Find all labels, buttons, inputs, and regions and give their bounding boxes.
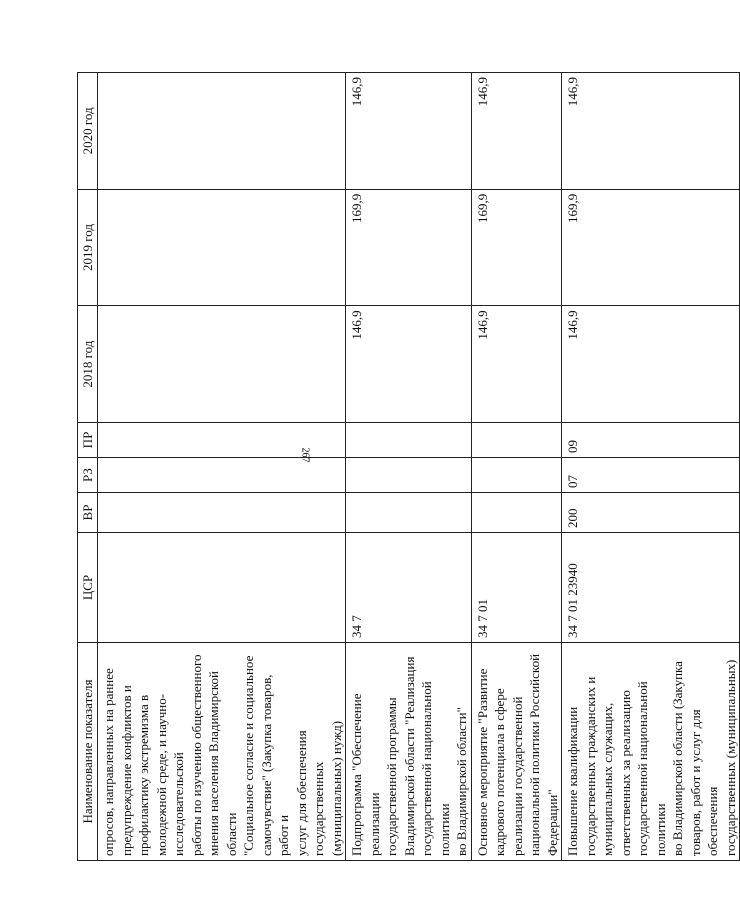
cell-name: Основное мероприятие "Развитие кадрового потенциала в сфере реализации государственной национальной политики Российской Федерации" — [471, 643, 562, 861]
cell-2018: 146,9 — [471, 306, 562, 423]
cell-rz: 07 — [562, 458, 740, 493]
budget-table — [77, 72, 740, 861]
cell-2020: 146,9 — [346, 73, 472, 190]
table-row — [562, 73, 740, 861]
cell-rz — [98, 458, 346, 493]
cell-2020: 146,9 — [562, 73, 740, 190]
table-row — [346, 73, 472, 861]
cell-csr: 34 7 01 23940 — [562, 533, 740, 643]
cell-vr — [346, 493, 472, 533]
header-2019: 2019 год — [78, 189, 98, 306]
cell-2019: 169,9 — [562, 189, 740, 306]
cell-2018: 146,9 — [346, 306, 472, 423]
cell-rz — [471, 458, 562, 493]
cell-pr: 09 — [562, 423, 740, 458]
table-row — [98, 73, 346, 861]
cell-pr — [98, 423, 346, 458]
header-vr: ВР — [78, 493, 98, 533]
cell-name: Повышение квалификации государственных гражданских и муниципальных служащих, ответственных за реализацию государственной национальной политики во Владимирской области (Закупка товаров, работ и услуг для обеспечения государственных (муниципальных) — [562, 643, 740, 861]
cell-2018: 146,9 — [562, 306, 740, 423]
page-number: 267 — [299, 447, 311, 463]
cell-pr — [346, 423, 472, 458]
table-row — [471, 73, 562, 861]
cell-pr — [471, 423, 562, 458]
header-csr: ЦСР — [78, 533, 98, 643]
cell-vr: 200 — [562, 493, 740, 533]
cell-csr: 34 7 01 — [471, 533, 562, 643]
cell-vr — [98, 493, 346, 533]
table-header-row — [78, 73, 98, 861]
header-2018: 2018 год — [78, 306, 98, 423]
header-rz: РЗ — [78, 458, 98, 493]
cell-name: опросов, направленных на раннее предупреждение конфликтов и профилактику экстремизма в молодежной среде, и научно- исследовательской работы по изучению общественного мнения населения Владимирской области "Социальное согласие и социальное самочувствие" (Закупка товаров, работ и услуг для обеспечения государственных (муниципальных) нужд) — [98, 643, 346, 861]
cell-2018 — [98, 306, 346, 423]
cell-2019: 169,9 — [471, 189, 562, 306]
cell-rz — [346, 458, 472, 493]
cell-2020 — [98, 73, 346, 190]
cell-csr — [98, 533, 346, 643]
cell-csr: 34 7 — [346, 533, 472, 643]
header-pr: ПР — [78, 423, 98, 458]
cell-vr — [471, 493, 562, 533]
cell-2020: 146,9 — [471, 73, 562, 190]
cell-2019: 169,9 — [346, 189, 472, 306]
cell-2019 — [98, 189, 346, 306]
table-container — [77, 73, 738, 861]
header-name: Наименование показателя — [78, 643, 98, 861]
cell-name: Подпрограмма "Обеспечение реализации государственной программы Владимирской области "Реализация государственной национальной политики во Владимирской области" — [346, 643, 472, 861]
header-2020: 2020 год — [78, 73, 98, 190]
